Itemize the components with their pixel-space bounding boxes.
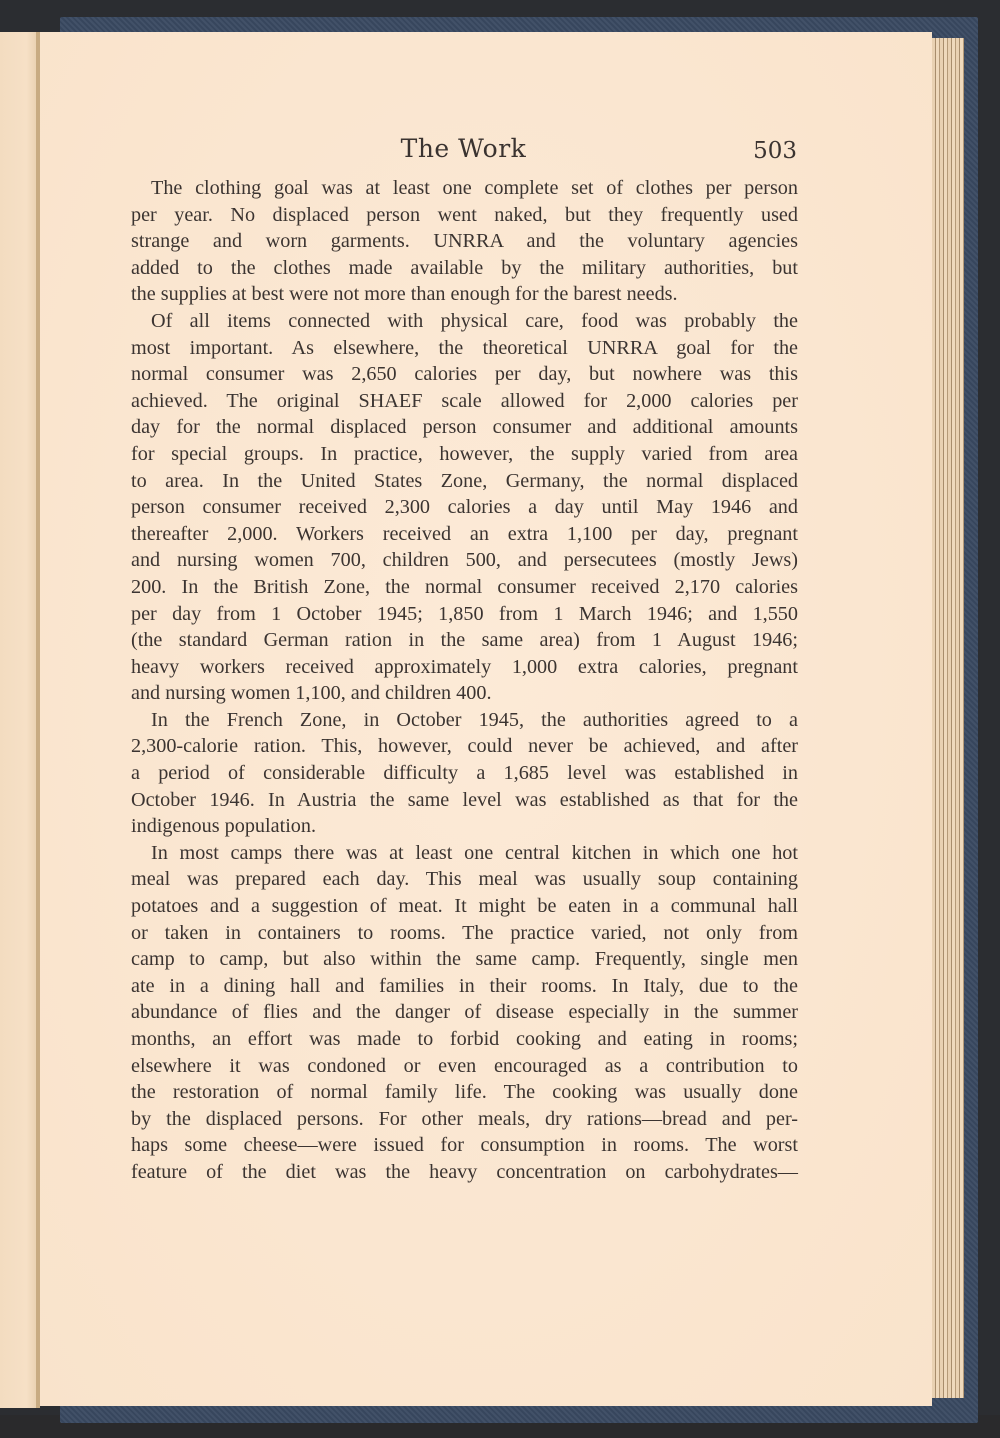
paragraph xyxy=(131,175,798,308)
text-line: per day from 1 October 1945; 1,850 from 1 March 1946; and 1,550 xyxy=(131,602,798,625)
page-stack-edges xyxy=(928,38,964,1398)
text-line: feature of the diet was the heavy concentration on carbohydrates— xyxy=(131,1160,798,1183)
page-number: 503 xyxy=(753,138,797,164)
text-line: indigenous population. xyxy=(131,815,317,838)
text-line: by the displaced persons. For other meals, dry rations—bread and per- xyxy=(131,1107,798,1130)
text-line: October 1946. In Austria the same level was established as that for the xyxy=(131,788,798,811)
text-line: strange and worn garments. UNRRA and the voluntary agencies xyxy=(131,230,798,253)
text-line: abundance of flies and the danger of disease especially in the summer xyxy=(131,1001,798,1024)
text-line: haps some cheese—were issued for consumption in rooms. The worst xyxy=(131,1134,798,1157)
text-line: most important. As elsewhere, the theoretical UNRRA goal for the xyxy=(131,336,798,359)
text-line: The clothing goal was at least one complete set of clothes per person xyxy=(151,177,798,199)
text-line: a period of considerable difficulty a 1,685 level was established in xyxy=(131,762,798,785)
text-line: months, an effort was made to forbid cooking and eating in rooms; xyxy=(131,1028,798,1050)
text-line: elsewhere it was condoned or even encouraged as a contribution to xyxy=(131,1054,798,1077)
text-line: heavy workers received approximately 1,000 extra calories, pregnant xyxy=(131,655,798,678)
text-line: and nursing women 1,100, and children 400. xyxy=(131,682,492,705)
text-line: to area. In the United States Zone, Germany, the normal displaced xyxy=(131,469,798,492)
text-line: the supplies at best were not more than enough for the barest needs. xyxy=(131,283,678,306)
paragraph xyxy=(131,707,798,840)
text-line: or taken in containers to rooms. The practice varied, not only from xyxy=(131,921,798,944)
paragraph xyxy=(131,308,798,707)
text-line: for special groups. In practice, however, the supply varied from area xyxy=(131,442,798,465)
text-line: 2,300-calorie ration. This, however, could never be achieved, and after xyxy=(131,735,798,758)
text-line: person consumer received 2,300 calories a day until May 1946 and xyxy=(131,496,798,519)
text-line: Of all items connected with physical care, food was probably the xyxy=(151,309,798,332)
text-line: In the French Zone, in October 1945, the authorities agreed to a xyxy=(151,708,798,731)
text-line: normal consumer was 2,650 calories per day, but nowhere was this xyxy=(131,363,798,386)
text-line: ate in a dining hall and families in their rooms. In Italy, due to the xyxy=(131,974,798,997)
text-line: potatoes and a suggestion of meat. It might be eaten in a communal hall xyxy=(131,895,798,918)
page-header xyxy=(130,134,797,174)
text-line: per year. No displaced person went naked, but they frequently used xyxy=(131,203,798,226)
text-line: achieved. The original SHAEF scale allowed for 2,000 calories per xyxy=(131,389,798,412)
text-line: 200. In the British Zone, the normal consumer received 2,170 calories xyxy=(131,575,798,598)
text-line: (the standard German ration in the same area) from 1 August 1946; xyxy=(131,629,798,652)
paragraph xyxy=(131,840,798,1186)
running-head: The Work xyxy=(400,134,527,163)
text-line: the restoration of normal family life. The cooking was usually done xyxy=(131,1081,798,1104)
text-line: meal was prepared each day. This meal was usually soup containing xyxy=(131,868,798,891)
text-line: and nursing women 700, children 500, and persecutees (mostly Jews) xyxy=(131,549,798,572)
facing-page-edge xyxy=(0,32,38,1408)
text-line: In most camps there was at least one central kitchen in which one hot xyxy=(151,841,798,864)
text-line: thereafter 2,000. Workers received an extra 1,100 per day, pregnant xyxy=(131,522,798,545)
text-line: added to the clothes made available by the military authorities, but xyxy=(131,256,798,279)
text-line: day for the normal displaced person consumer and additional amounts xyxy=(131,416,798,439)
text-line: camp to camp, but also within the same camp. Frequently, single men xyxy=(131,948,798,971)
body-text xyxy=(131,175,798,1186)
